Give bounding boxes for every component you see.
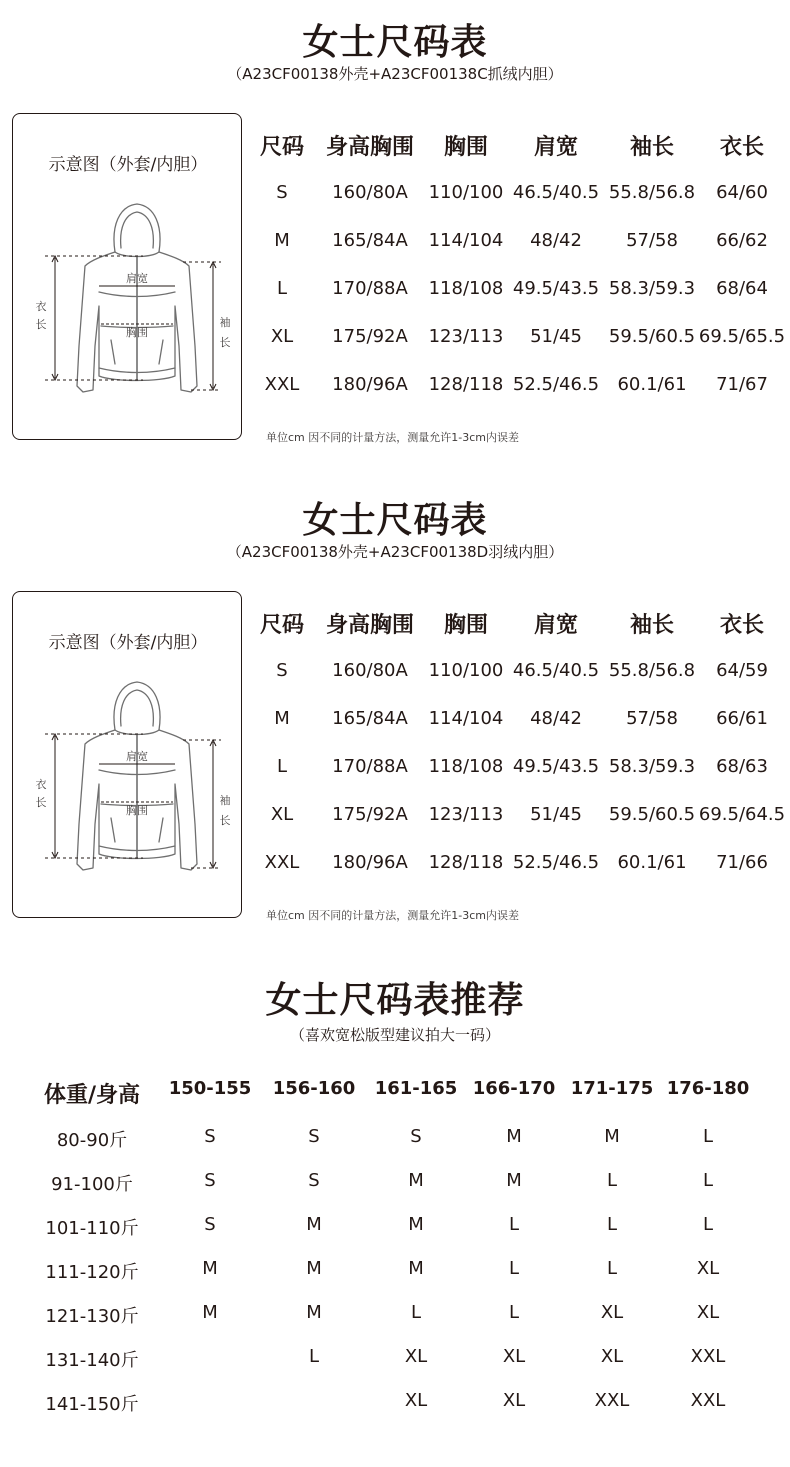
sleeve-label-2: 长 [219, 814, 231, 827]
section1-diagram [12, 113, 242, 440]
table-cell: 160/80A [332, 660, 408, 681]
table-row [252, 804, 786, 834]
table-cell: XL [502, 1390, 526, 1411]
table-cell: 52.5/46.5 [512, 852, 600, 873]
table-cell: 57/58 [626, 708, 678, 729]
table-header-cell: 尺码 [259, 135, 304, 160]
table-row [20, 1170, 780, 1200]
table-cell: 110/100 [428, 182, 504, 203]
table-cell: 66/61 [716, 708, 768, 729]
table-row [20, 1126, 780, 1156]
table-cell: 52.5/46.5 [512, 374, 600, 395]
table-cell: 123/113 [428, 326, 504, 347]
table-cell: M [274, 708, 290, 729]
table-cell: M [408, 1214, 424, 1235]
chest-label: 胸围 [126, 804, 148, 817]
table-cell: L [410, 1302, 422, 1323]
table-cell: S [410, 1126, 422, 1147]
table-cell: 71/66 [716, 852, 768, 873]
table-cell: M [306, 1258, 322, 1279]
table-row [20, 1214, 780, 1244]
table-cell: XL [600, 1302, 624, 1323]
table-cell: 58.3/59.3 [608, 278, 696, 299]
table-cell: 68/63 [716, 756, 768, 777]
table-cell: XL [270, 326, 294, 347]
table-cell: XXL [690, 1390, 726, 1411]
table-cell: M [506, 1126, 522, 1147]
table-cell: L [508, 1214, 520, 1235]
table-header-row [252, 130, 782, 160]
table-cell: L [702, 1170, 714, 1191]
jacket-outline-icon [23, 196, 233, 426]
table-cell: XXL [264, 374, 300, 395]
table-cell: L [508, 1258, 520, 1279]
table-cell: 55.8/56.8 [608, 182, 696, 203]
table-header-cell: 体重/身高 [43, 1083, 141, 1108]
diagram-label: 示意图（外套/内胆） [48, 633, 208, 653]
length-label-2: 长 [35, 318, 47, 331]
table-cell: L [508, 1302, 520, 1323]
table-cell: L [702, 1126, 714, 1147]
table-cell: L [702, 1214, 714, 1235]
table-header-cell: 171-175 [570, 1078, 654, 1099]
section3-title: 女士尺码表推荐 [265, 980, 525, 1021]
table-header-cell: 身高胸围 [325, 135, 414, 160]
table-header-cell: 166-170 [472, 1078, 556, 1099]
table-header-cell: 袖长 [629, 613, 674, 638]
table-cell: M [306, 1302, 322, 1323]
table-cell: 114/104 [428, 230, 504, 251]
table-cell: 46.5/40.5 [512, 182, 600, 203]
table-cell: 165/84A [332, 230, 408, 251]
table-cell: 128/118 [428, 374, 504, 395]
table-cell: 180/96A [332, 374, 408, 395]
table-cell: L [606, 1170, 618, 1191]
table-cell: 66/62 [716, 230, 768, 251]
table-row [252, 230, 782, 260]
table-cell: S [308, 1170, 320, 1191]
table-cell: 128/118 [428, 852, 504, 873]
table-cell: 111-120斤 [45, 1262, 139, 1283]
table-header-row [252, 608, 782, 638]
section2-subtitle: （A23CF00138外壳+A23CF00138D羽绒内胆） [226, 543, 564, 561]
section1-note: 单位cm 因不同的计量方法，测量允许1-3cm内误差 [266, 431, 519, 444]
table-row [252, 374, 782, 404]
table-cell: S [276, 182, 288, 203]
table-cell: M [408, 1258, 424, 1279]
table-cell: 101-110斤 [45, 1218, 139, 1239]
table-cell: XL [600, 1346, 624, 1367]
table-cell: 118/108 [428, 278, 504, 299]
sleeve-label-1: 袖 [219, 316, 231, 329]
section2-note: 单位cm 因不同的计量方法，测量允许1-3cm内误差 [266, 909, 519, 922]
table-cell: M [306, 1214, 322, 1235]
section1-subtitle: （A23CF00138外壳+A23CF00138C抓绒内胆） [227, 65, 563, 83]
table-cell: 60.1/61 [617, 374, 687, 395]
length-label-1: 衣 [35, 778, 47, 791]
table-cell: M [274, 230, 290, 251]
table-row [20, 1390, 780, 1420]
table-cell: 175/92A [332, 326, 408, 347]
table-header-cell: 肩宽 [533, 135, 578, 160]
table-cell: 59.5/60.5 [608, 804, 696, 825]
table-cell: L [276, 756, 288, 777]
table-cell: 180/96A [332, 852, 408, 873]
table-cell: M [506, 1170, 522, 1191]
table-cell: 91-100斤 [51, 1174, 133, 1195]
shoulder-label: 肩宽 [126, 272, 148, 285]
table-row [252, 660, 782, 690]
table-cell: L [308, 1346, 320, 1367]
table-header-cell: 161-165 [374, 1078, 458, 1099]
table-cell: L [606, 1214, 618, 1235]
table-cell: XL [696, 1258, 720, 1279]
table-row [20, 1302, 780, 1332]
chest-label: 胸围 [126, 326, 148, 339]
table-cell: S [204, 1126, 216, 1147]
table-header-cell: 尺码 [259, 613, 304, 638]
table-cell: 64/59 [716, 660, 768, 681]
table-cell: XL [502, 1346, 526, 1367]
table-cell: 51/45 [530, 326, 582, 347]
section3-subtitle: （喜欢宽松版型建议拍大一码） [289, 1026, 500, 1044]
table-cell: 121-130斤 [45, 1306, 139, 1327]
table-cell: S [204, 1214, 216, 1235]
table-cell: 69.5/64.5 [698, 804, 786, 825]
sleeve-label-2: 长 [219, 336, 231, 349]
table-cell: 68/64 [716, 278, 768, 299]
sleeve-label-1: 袖 [219, 794, 231, 807]
table-row [20, 1258, 780, 1288]
table-cell: XL [404, 1390, 428, 1411]
table-header-cell: 身高胸围 [325, 613, 414, 638]
table-row [20, 1346, 780, 1376]
section1-title: 女士尺码表 [302, 22, 488, 63]
table-row [252, 278, 782, 308]
table-cell: M [202, 1302, 218, 1323]
table-row [252, 852, 782, 882]
table-cell: 48/42 [530, 230, 582, 251]
table-cell: 57/58 [626, 230, 678, 251]
table-cell: 123/113 [428, 804, 504, 825]
table-row [252, 182, 782, 212]
table-cell: 48/42 [530, 708, 582, 729]
table-cell: M [408, 1170, 424, 1191]
table-header-cell: 衣长 [719, 613, 764, 638]
table-cell: 49.5/43.5 [512, 278, 600, 299]
table-header-cell: 袖长 [629, 135, 674, 160]
table-cell: 175/92A [332, 804, 408, 825]
table-cell: XXL [594, 1390, 630, 1411]
table-cell: L [606, 1258, 618, 1279]
table-cell: S [276, 660, 288, 681]
table-cell: 64/60 [716, 182, 768, 203]
table-cell: S [204, 1170, 216, 1191]
table-cell: XL [270, 804, 294, 825]
table-header-cell: 176-180 [666, 1078, 750, 1099]
table-cell: 160/80A [332, 182, 408, 203]
table-header-cell: 衣长 [719, 135, 764, 160]
table-cell: 165/84A [332, 708, 408, 729]
table-row [252, 756, 782, 786]
table-cell: 51/45 [530, 804, 582, 825]
table-cell: XXL [690, 1346, 726, 1367]
length-label-2: 长 [35, 796, 47, 809]
table-cell: 80-90斤 [56, 1130, 128, 1151]
table-cell: 114/104 [428, 708, 504, 729]
shoulder-label: 肩宽 [126, 750, 148, 763]
table-cell: 131-140斤 [45, 1350, 139, 1371]
table-cell: L [276, 278, 288, 299]
table-cell: XL [404, 1346, 428, 1367]
table-row [252, 326, 786, 356]
table-cell: 69.5/65.5 [698, 326, 786, 347]
table-cell: 118/108 [428, 756, 504, 777]
length-label-1: 衣 [35, 300, 47, 313]
table-cell: 49.5/43.5 [512, 756, 600, 777]
table-cell: M [202, 1258, 218, 1279]
table-cell: 60.1/61 [617, 852, 687, 873]
jacket-outline-icon [23, 674, 233, 904]
table-cell: 59.5/60.5 [608, 326, 696, 347]
table-header-cell: 胸围 [443, 613, 488, 638]
table-cell: 170/88A [332, 756, 408, 777]
table-header-cell: 156-160 [272, 1078, 356, 1099]
section2-diagram [12, 591, 242, 918]
table-header-row [20, 1078, 780, 1108]
table-cell: 71/67 [716, 374, 768, 395]
table-row [252, 708, 782, 738]
table-cell: XXL [264, 852, 300, 873]
diagram-label: 示意图（外套/内胆） [48, 155, 208, 175]
table-cell: S [308, 1126, 320, 1147]
section2-title: 女士尺码表 [302, 500, 488, 541]
table-cell: 170/88A [332, 278, 408, 299]
table-cell: XL [696, 1302, 720, 1323]
table-header-cell: 肩宽 [533, 613, 578, 638]
table-cell: 141-150斤 [45, 1394, 139, 1415]
table-cell: 46.5/40.5 [512, 660, 600, 681]
table-cell: M [604, 1126, 620, 1147]
table-cell: 110/100 [428, 660, 504, 681]
table-cell: 58.3/59.3 [608, 756, 696, 777]
table-header-cell: 150-155 [168, 1078, 252, 1099]
table-header-cell: 胸围 [443, 135, 488, 160]
table-cell: 55.8/56.8 [608, 660, 696, 681]
